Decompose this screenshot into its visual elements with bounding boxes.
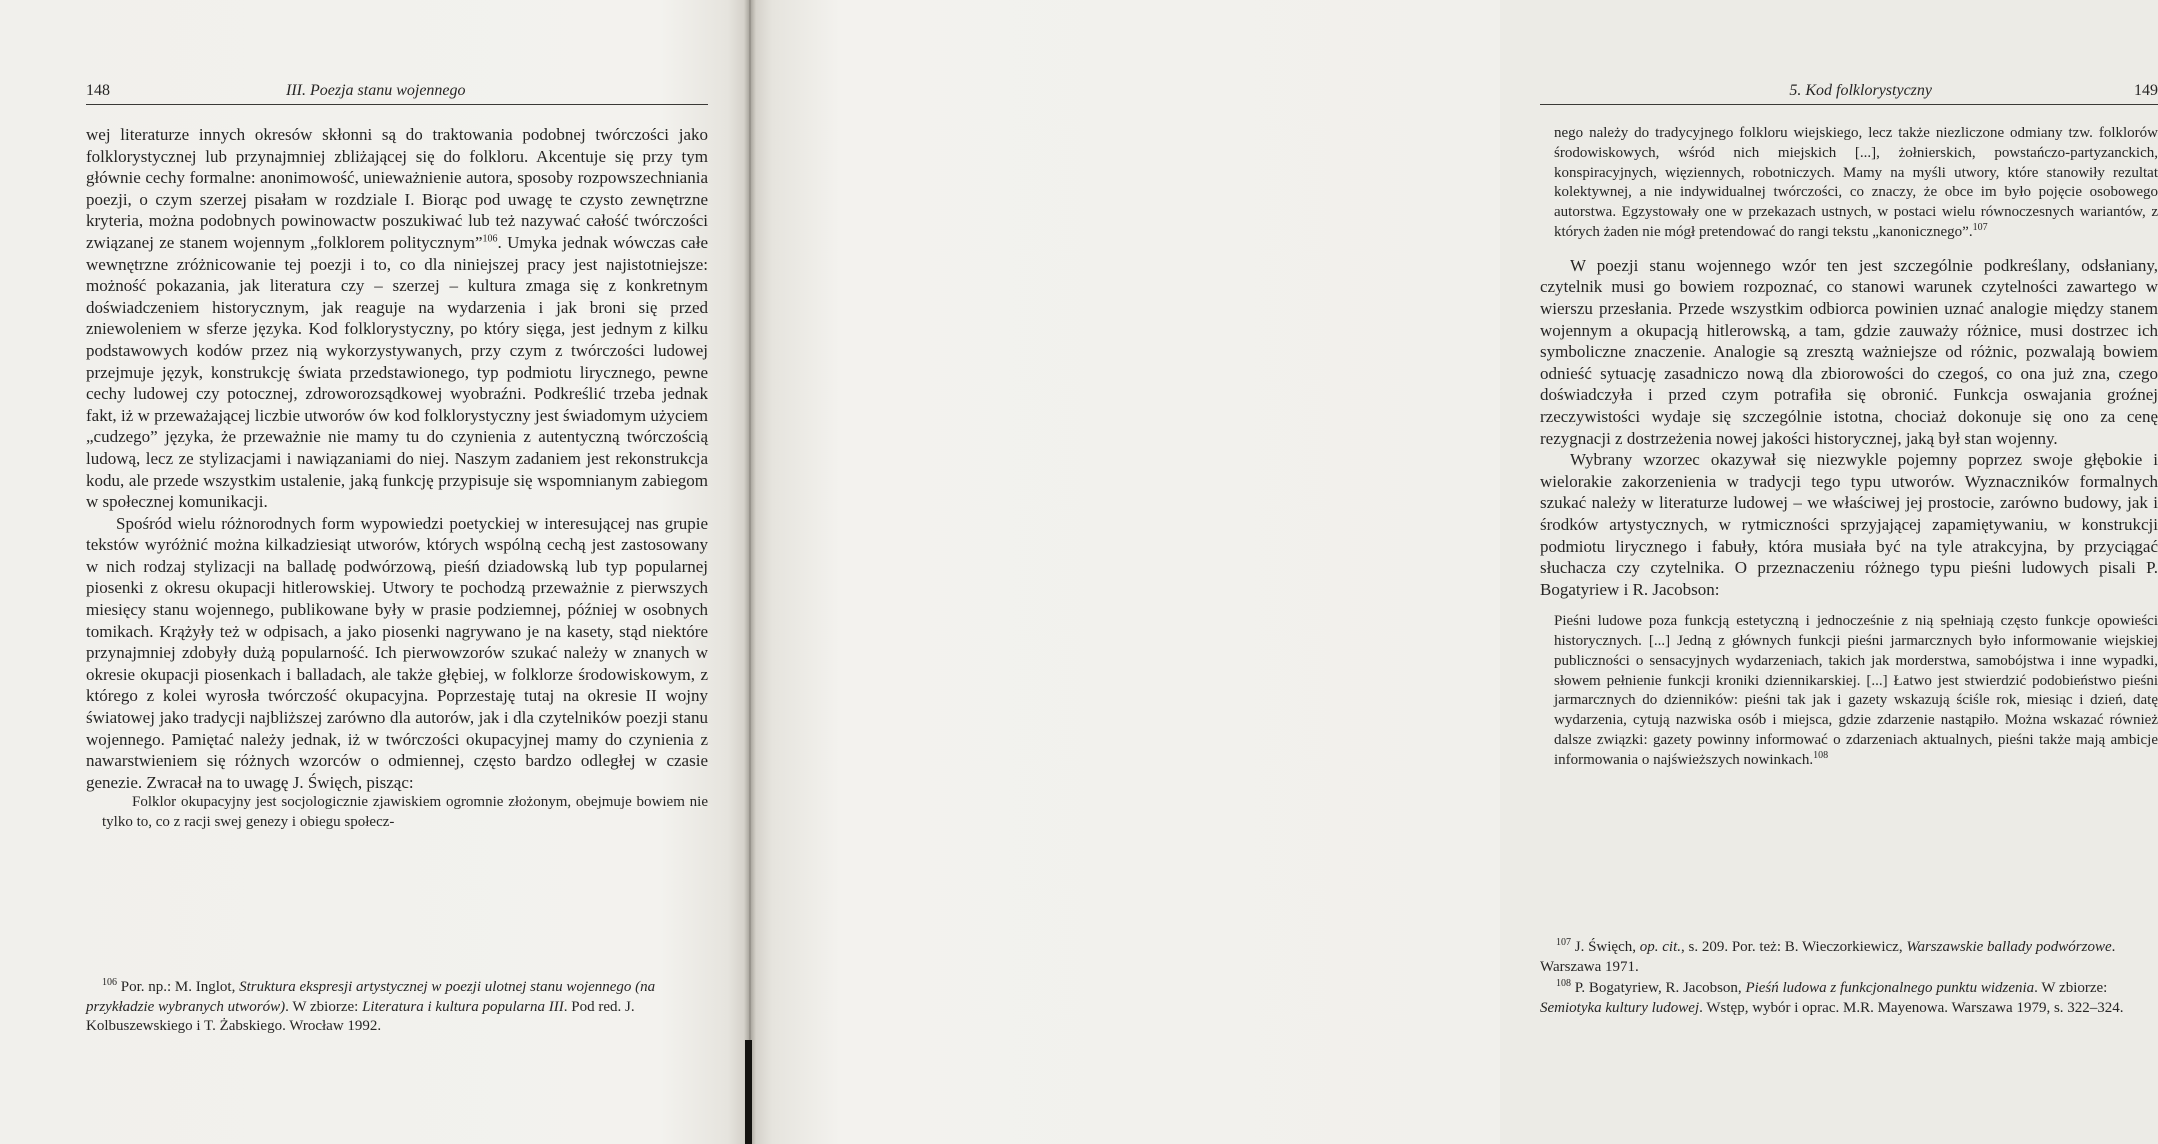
left-block-quote: Folklor okupacyjny jest socjologicznie zjawiskiem ogromnie złożonym, obejmuje bowiem nie tylko to, co z racji swej genezy i obiegu społecz-: [102, 794, 708, 831]
left-footnotes: [86, 978, 708, 1037]
left-page-header: [86, 80, 708, 105]
right-paragraph-2: Wybrany wzorzec okazywał się niezwykle pojemny poprzez swoje głębokie i wielorakie zakorzenienia w tradycji tego typu utworów. Wyznaczników formalnych szukać należy w literaturze ludowej – we właściwej jej prostocie, zarówno budowy, jak i środków artystycznych, w rytmiczności sprzyjającej zapamiętywaniu, w konstrukcji podmiotu lirycznego i fabuły, która musiała być na tyle atrakcyjna, by przyciągać słuchacza czy czytelnika. O przeznaczeniu różnego typu pieśni ludowych pisali P. Bogatyriew i R. Jacobson:: [1540, 450, 2158, 599]
right-block-quote: Pieśni ludowe poza funkcją estetyczną i jednocześnie z nią spełniają często funkcje opowieści historycznych. [...] Jedną z głównych funkcji pieśni jarmarcznych było informowanie wiejskiej publiczności o sensacyjnych wydarzeniach, takich jak morderstwa, samobójstwa i inne wypadki, słowem pełnienie funkcji kroniki dziennikarskiej. [...] Łatwo jest stwierdzić podobieństwo pieśni jarmarcznych do dzienników: pieśni tak jak i gazety wskazują ściśle rok, miesiąc i dzień, datę wydarzenia, cytują nazwiska osób i miejsca, gdzie zdarzenie nastąpiło. Można wskazać również dalsze związki: gazety powinny informować o zdarzeniach aktualnych, pieśni także mają ambicje informowania o najświeższych nowinkach.$^{108}$: [1554, 613, 2158, 768]
right-page-number: 149: [2134, 82, 2158, 99]
left-paragraph-2: Spośród wielu różnorodnych form wypowiedzi poetyckiej w interesującej nas grupie tekstów wyróżnić można kilkadziesiąt utworów, których wspólną cechą jest zastosowany w nich rodzaj stylizacji na balladę podwórzową, pieśń dziadowską lub typ popularnej piosenki z okresu okupacji hitlerowskiej. Utwory te pochodzą przeważnie z pierwszych miesięcy stanu wojennego, publikowane były w prasie podziemnej, później w osobnych tomikach. Krążyły też w odpisach, a jako piosenki nagrywano je na kasety, stąd niektóre przynajmniej zdobyły dużą popularność. Ich pierwowzorów szukać należy w znanych w okresie okupacji piosenkach i balladach, ale także głębiej, w folklorze środowiskowym, z którego z kolei wyrosła twórczość okupacyjna. Poprzestaję tutaj na okresie II wojny światowej jako tradycji najbliższej zarówno dla autorów, jak i dla czytelników poezji stanu wojennego. Pamiętać należy jednak, iż w twórczości okupacyjnej mamy do czynienia z nawarstwieniem się różnych wzorców o odmiennej, często bardzo odległej w czasie genezie. Zwracał na to uwagę J. Święch, pisząc:: [86, 513, 708, 792]
footnote-ref-106[interactable]: 106: [482, 233, 498, 245]
footnote-mark: 108: [1556, 978, 1571, 989]
right-page-body: [1540, 124, 2158, 771]
footnote-108: $^{108}$ P. Bogatyriew, R. Jacobson, Pieśń ludowa z funkcjonalnego punktu widzenia. W zbiorze: Semiotyka kultury ludowej. Wstęp, wybór i oprac. M.R. Mayenowa. Warszawa 1979, s. 322–324.: [1540, 978, 2124, 1016]
right-block-quote-continued: nego należy do tradycyjnego folkloru wiejskiego, lecz także niezliczone odmiany tzw. folklorów środowiskowych, wśród nich miejskich [...], żołnierskich, powstańczo-partyzanckich, konspiracyjnych, więziennych, robotniczych. Mamy na myśli utwory, które stanowiły rezultat kolektywnej, a nie indywidualnej twórczości, co znaczy, że obce im było pojęcie osobowego autorstwa. Egzystowały one w przekazach ustnych, w postaci wielu równoczesnych wariantów, z których żaden nie mógł pretendować do rangi tekstu „kanonicznego”.$^{107}$: [1554, 125, 2158, 240]
footnote-107: $^{107}$ J. Święch, op. cit., s. 209. Por. też: B. Wieczorkiewicz, Warszawskie ballady podwórzowe. Warszawa 1971.: [1540, 937, 2116, 975]
right-paragraph-1: W poezji stanu wojennego wzór ten jest szczególnie podkreślany, odsłaniany, czytelnik musi go bowiem rozpoznać, co stanowi warunek czytelności zawartego w wierszu przesłania. Przede wszystkim odbiorca powinien uznać analogie między stanem wojennym a okupacją hitlerowską, a tam, gdzie zauważy różnice, musi dostrzec ich symboliczne znaczenie. Analogie są zresztą ważniejsze od różnic, pozwalają bowiem odnieść sytuację zasadniczo nową dla zbiorowości do czegoś, co ona już zna, czego doświadczyła i przed czym potrafiła się obronić. Funkcja oswajania groźnej rzeczywistości wydaje się szczególnie istotna, chociaż dokonuje się ono za cenę rezygnacji z dostrzeżenia nowej jakości historycznej, jaką był stan wojenny.: [1540, 255, 2158, 448]
right-page-header: [1540, 80, 2158, 105]
right-running-head: 5. Kod folklorystyczny: [1789, 82, 1932, 99]
right-footnotes: [1540, 938, 2158, 1018]
right-page: [750, 0, 2158, 1144]
footnote-mark: 106: [102, 977, 117, 988]
footnote-mark: 107: [1556, 937, 1571, 948]
footnote-106: $^{106}$ Por. np.: M. Inglot, Struktura ekspresji artystycznej w poezji ulotnej stanu wojennego (na przykładzie wybranych utworów). W zbiorze: Literatura i kultura popularna III. Pod red. J. Kolbuszewskiego i T. Żabskiego. Wrocław 1992.: [86, 977, 656, 1034]
left-paragraph-1: wej literaturze innych okresów skłonni są do traktowania podobnej twórczości jako folklorystycznej lub przynajmniej zbliżającej się do folkloru. Akcentuje się przy tym głównie cechy formalne: anonimowość, unieważnienie autora, sposoby rozpowszechniania poezji, o czym szerzej pisałam w rozdziale I. Biorąc pod uwagę te czysto zewnętrzne kryteria, można podobnych powinowactw poszukiwać lub też nazywać całość twórczości związanej ze stanem wojennym „folklorem politycznym”$^{106}$. Umyka jednak wówczas całe wewnętrzne zróżnicowanie tej poezji i to, co dla niniejszej pracy jest najistotniejsze: możność pokazania, jak literatura czy – szerzej – kultura zmaga się z konkretnym doświadczeniem historycznym, jak reaguje na wydarzenia i jak broni się przed zniewoleniem w sferze języka. Kod folklorystyczny, po który sięga, jest jednym z kilku podstawowych kodów przez nią wykorzystywanych, przy czym z twórczości ludowej przejmuje język, konstrukcję świata przedstawionego, typ podmiotu lirycznego, pewne cechy ludowej czy potocznej, zdroworozsądkowej wyobraźni. Podkreślić trzeba jednak fakt, iż w przeważającej liczbie utworów ów kod folklorystyczny jest świadomym użyciem „cudzego” języka, że przeważnie nie mamy tu do czynienia z autentyczną twórczością ludową, lecz ze stylizacjami i nawiązaniami do niej. Naszym zadaniem jest rekonstrukcja kodu, ale przede wszystkim ustalenie, jaką funkcję przypisuje się wspomnianym zabiegom w społecznej komunikacji.: [86, 125, 708, 512]
left-page: [0, 0, 750, 1144]
footnote-ref-108[interactable]: 108: [1813, 749, 1829, 761]
left-page-body: [86, 124, 708, 833]
left-running-head: III. Poezja stanu wojennego: [286, 82, 466, 99]
footnote-ref-107[interactable]: 107: [1972, 221, 1988, 233]
left-page-number: 148: [86, 82, 110, 99]
